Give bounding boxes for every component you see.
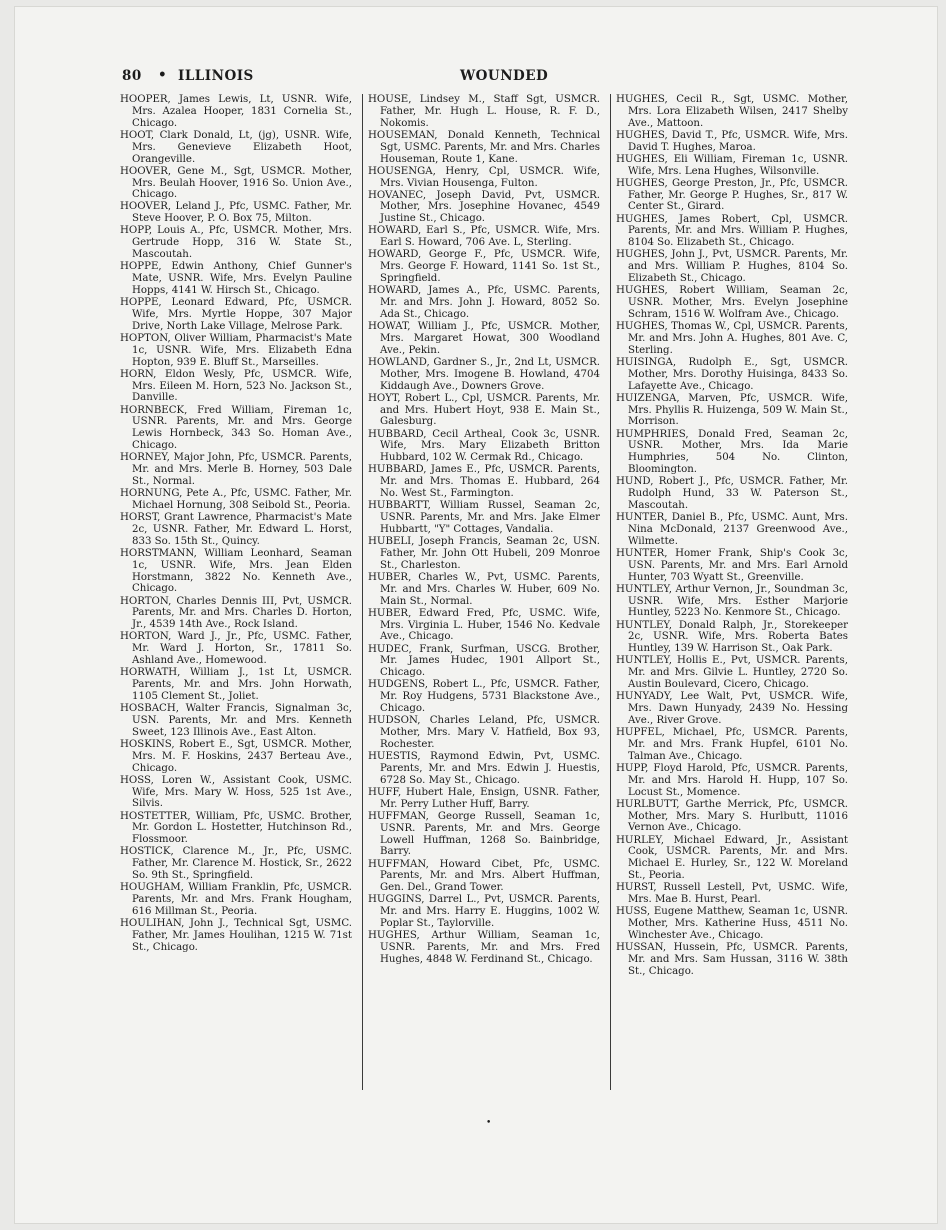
casualty-entry: HOOT, Clark Donald, Lt, (jg), USNR. Wife, Mrs. Genevieve Elizabeth Hoot, Orangeville. [120,129,352,165]
casualty-entry: HORTON, Ward J., Jr., Pfc, USMC. Father, Mr. Ward J. Horton, Sr., 17811 So. Ashland Ave., Homewood. [120,631,352,667]
column-divider [610,94,611,1090]
casualty-entry: HURST, Russell Lestell, Pvt, USMC. Wife, Mrs. Mae B. Hurst, Pearl. [616,882,848,906]
casualty-entry: HUBER, Edward Fred, Pfc, USMC. Wife, Mrs. Virginia L. Huber, 1546 No. Kedvale Ave., Chicago. [368,607,600,643]
casualty-entry: HOPTON, Oliver William, Pharmacist's Mate 1c, USNR. Wife, Mrs. Elizabeth Edna Hopton, 939 E. Bluff St., Marseilles. [120,332,352,368]
casualty-entry: HUGHES, Thomas W., Cpl, USMCR. Parents, Mr. and Mrs. John A. Hughes, 801 Ave. C, Sterling. [616,321,848,356]
casualty-entry: HORTON, Charles Dennis III, Pvt, USMCR. Parents, Mr. and Mrs. Charles D. Horton, Jr., 4539 14th Ave., Rock Island. [120,595,352,631]
casualty-entry: HUGHES, Cecil R., Sgt, USMC. Mother, Mrs. Lora Elizabeth Wilsen, 2417 Shelby Ave., Mattoon. [616,94,848,129]
casualty-entry: HUGHES, Arthur William, Seaman 1c, USNR. Parents, Mr. and Mrs. Fred Hughes, 4848 W. Ferdinand St., Chicago. [368,930,600,965]
casualty-entry: HOSKINS, Robert E., Sgt, USMCR. Mother, Mrs. M. F. Hoskins, 2437 Berteau Ave., Chicago. [120,738,352,774]
casualty-entry: HOWARD, James A., Pfc, USMC. Parents, Mr. and Mrs. John J. Howard, 8052 So. Ada St., Chicago. [368,285,600,320]
casualty-entry: HOOVER, Gene M., Sgt, USMCR. Mother, Mrs. Beulah Hoover, 1916 So. Union Ave., Chicago. [120,165,352,201]
state-name: ILLINOIS [178,68,254,84]
casualty-entry: HUBBARTT, William Russel, Seaman 2c, USNR. Parents, Mr. and Mrs. Jake Elmer Hubbartt, "Y" Cottages, Vandalia. [368,500,600,535]
casualty-entry: HOWARD, George F., Pfc, USMCR. Wife, Mrs. George F. Howard, 1141 So. 1st St., Springfield. [368,249,600,285]
casualty-entry: HOSTICK, Clarence M., Jr., Pfc, USMC. Father, Mr. Clarence M. Hostick, Sr., 2622 So. 9th St., Springfield. [120,846,352,882]
casualty-entry: HUBBARD, Cecil Artheal, Cook 3c, USNR. Wife, Mrs. Mary Elizabeth Britton Hubbard, 102 W. Cermak Rd., Chicago. [368,428,600,464]
casualty-entry: HUSSAN, Hussein, Pfc, USMCR. Parents, Mr. and Mrs. Sam Hussan, 3116 W. 38th St., Chicago. [616,942,848,977]
casualty-entry: HUISINGA, Rudolph E., Sgt, USMCR. Mother, Mrs. Dorothy Huisinga, 8433 So. Lafayette Ave., Chicago. [616,356,848,392]
casualty-entry: HUBER, Charles W., Pvt, USMC. Parents, Mr. and Mrs. Charles W. Huber, 609 No. Main St., Normal. [368,571,600,607]
casualty-entry: HUGHES, John J., Pvt, USMCR. Parents, Mr. and Mrs. William P. Hughes, 8104 So. Elizabeth St., Chicago. [616,249,848,285]
casualty-entry: HORNEY, Major John, Pfc, USMCR. Parents, Mr. and Mrs. Merle B. Horney, 503 Dale St., Normal. [120,452,352,487]
casualty-entry: HORSTMANN, William Leonhard, Seaman 1c, USNR. Wife, Mrs. Jean Elden Horstmann, 3822 No. Kenneth Ave., Chicago. [120,547,352,595]
casualty-entry: HOUSENGA, Henry, Cpl, USMCR. Wife, Mrs. Vivian Housenga, Fulton. [368,165,600,189]
casualty-entry: HUGHES, James Robert, Cpl, USMCR. Parents, Mr. and Mrs. William P. Hughes, 8104 So. Elizabeth St., Chicago. [616,213,848,249]
casualty-entry: HURLEY, Michael Edward, Jr., Assistant Cook, USMCR. Parents, Mr. and Mrs. Michael E. Hurley, Sr., 122 W. Moreland St., Peoria. [616,834,848,882]
casualty-entry: HUESTIS, Raymond Edwin, Pvt, USMC. Parents, Mr. and Mrs. Edwin J. Huestis, 6728 So. May St., Chicago. [368,751,600,786]
casualty-entry: HUGHES, George Preston, Jr., Pfc, USMCR. Father, Mr. George P. Hughes, Sr., 817 W. Center St., Girard. [616,177,848,213]
casualty-entry: HOYT, Robert L., Cpl, USMCR. Parents, Mr. and Mrs. Hubert Hoyt, 938 E. Main St., Galesburg. [368,392,600,428]
casualty-entry: HOUSEMAN, Donald Kenneth, Technical Sgt, USMC. Parents, Mr. and Mrs. Charles Houseman, Route 1, Kane. [368,129,600,165]
casualty-entry: HUFF, Hubert Hale, Ensign, USNR. Father, Mr. Perry Luther Huff, Barry. [368,786,600,810]
casualty-entry: HUGGINS, Darrel L., Pvt, USMCR. Parents, Mr. and Mrs. Harry E. Huggins, 1002 W. Poplar St., Taylorville. [368,894,600,930]
casualty-entry: HUMPHRIES, Donald Fred, Seaman 2c, USNR. Mother, Mrs. Ida Marie Humphries, 504 No. Clinton, Bloomington. [616,428,848,476]
casualty-entry: HUIZENGA, Marven, Pfc, USMCR. Wife, Mrs. Phyllis R. Huizenga, 509 W. Main St., Morrison. [616,392,848,428]
casualty-entry: HUNTLEY, Hollis E., Pvt, USMCR. Parents, Mr. and Mrs. Gilvie L. Huntley, 2720 So. Austin Boulevard, Cicero, Chicago. [616,655,848,691]
casualty-entry: HUDEC, Frank, Surfman, USCG. Brother, Mr. James Hudec, 1901 Allport St., Chicago. [368,643,600,679]
casualty-entry: HOOVER, Leland J., Pfc, USMC. Father, Mr. Steve Hoover, P. O. Box 75, Milton. [120,201,352,225]
casualty-entry: HORNBECK, Fred William, Fireman 1c, USNR. Parents, Mr. and Mrs. George Lewis Hornbeck, 343 So. Homan Ave., Chicago. [120,404,352,452]
casualty-entry: HOOPER, James Lewis, Lt, USNR. Wife, Mrs. Azalea Hooper, 1831 Cornelia St., Chicago. [120,94,352,129]
casualty-entry: HORN, Eldon Wesly, Pfc, USMCR. Wife, Mrs. Eileen M. Horn, 523 No. Jackson St., Danville. [120,368,352,404]
casualty-entry: HUSS, Eugene Matthew, Seaman 1c, USNR. Mother, Mrs. Katherine Huss, 4511 No. Winchester Ave., Chicago. [616,906,848,941]
page-header [122,68,874,90]
casualty-entry: HOPPE, Leonard Edward, Pfc, USMCR. Wife, Mrs. Myrtle Hoppe, 307 Major Drive, North Lake Village, Melrose Park. [120,297,352,332]
footer-mark: • [486,1118,492,1128]
casualty-entry: HUGHES, Eli William, Fireman 1c, USNR. Wife, Mrs. Lena Hughes, Wilsonville. [616,153,848,177]
casualty-entry: HUND, Robert J., Pfc, USMCR. Father, Mr. Rudolph Hund, 33 W. Paterson St., Mascoutah. [616,476,848,511]
casualty-entry: HURLBUTT, Garthe Merrick, Pfc, USMCR. Mother, Mrs. Mary S. Hurlbutt, 11016 Vernon Ave., Chicago. [616,798,848,834]
casualty-entry: HORST, Grant Lawrence, Pharmacist's Mate 2c, USNR. Father, Mr. Edward L. Horst, 833 So. 15th St., Quincy. [120,512,352,547]
casualty-entry: HOUGHAM, William Franklin, Pfc, USMCR. Parents, Mr. and Mrs. Frank Hougham, 616 Millman St., Peoria. [120,882,352,917]
casualty-entry: HOPPE, Edwin Anthony, Chief Gunner's Mate, USNR. Wife, Mrs. Evelyn Pauline Hopps, 4141 W. Hirsch St., Chicago. [120,261,352,296]
casualty-entry: HUPP, Floyd Harold, Pfc, USMCR. Parents, Mr. and Mrs. Harold H. Hupp, 107 So. Locust St., Momence. [616,762,848,798]
document-page [14,6,938,1224]
casualty-entry: HUGHES, Robert William, Seaman 2c, USNR. Mother, Mrs. Evelyn Josephine Schram, 1516 W. Wolfram Ave., Chicago. [616,285,848,320]
column-divider [362,94,363,1090]
casualty-entry: HUNTER, Daniel B., Pfc, USMC. Aunt, Mrs. Nina McDonald, 2137 Greenwood Ave., Wilmette. [616,512,848,547]
casualty-entry: HOWLAND, Gardner S., Jr., 2nd Lt, USMCR. Mother, Mrs. Imogene B. Howland, 4704 Kiddaugh Ave., Downers Grove. [368,356,600,392]
header-bullet: • [158,67,168,83]
casualty-entry: HUPFEL, Michael, Pfc, USMCR. Parents, Mr. and Mrs. Frank Hupfel, 6101 No. Talman Ave., Chicago. [616,727,848,762]
page-number: 80 [122,68,142,84]
casualty-entry: HUNTLEY, Arthur Vernon, Jr., Soundman 3c, USNR. Wife, Mrs. Esther Marjorie Huntley, 5223 No. Kenmore St., Chicago. [616,583,848,619]
casualty-entry: HUNTER, Homer Frank, Ship's Cook 3c, USN. Parents, Mr. and Mrs. Earl Arnold Hunter, 703 Wyatt St., Greenville. [616,547,848,583]
casualty-entry: HUGHES, David T., Pfc, USMCR. Wife, Mrs. David T. Hughes, Maroa. [616,129,848,153]
casualty-entry: HORNUNG, Pete A., Pfc, USMC. Father, Mr. Michael Hornung, 308 Seibold St., Peoria. [120,488,352,511]
casualty-entry: HUDGENS, Robert L., Pfc, USMCR. Father, Mr. Roy Hudgens, 5731 Blackstone Ave., Chicago. [368,679,600,715]
casualty-entry: HUFFMAN, Howard Cibet, Pfc, USMC. Parents, Mr. and Mrs. Albert Huffman, Gen. Del., Grand Tower. [368,858,600,894]
column-2 [368,94,600,966]
casualty-entry: HOUSE, Lindsey M., Staff Sgt, USMCR. Father, Mr. Hugh L. House, R. F. D., Nokomis. [368,94,600,129]
casualty-entry: HOSS, Loren W., Assistant Cook, USMC. Wife, Mrs. Mary W. Hoss, 525 1st Ave., Silvis. [120,774,352,810]
casualty-entry: HUBELI, Joseph Francis, Seaman 2c, USN. Father, Mr. John Ott Hubeli, 209 Monroe St., Charleston. [368,536,600,571]
column-3 [616,94,848,978]
casualty-entry: HUFFMAN, George Russell, Seaman 1c, USNR. Parents, Mr. and Mrs. George Lowell Huffman, 1268 So. Bainbridge, Barry. [368,810,600,858]
casualty-entry: HOPP, Louis A., Pfc, USMCR. Mother, Mrs. Gertrude Hopp, 316 W. State St., Mascoutah. [120,225,352,261]
casualty-entry: HUDSON, Charles Leland, Pfc, USMCR. Mother, Mrs. Mary V. Hatfield, Box 93, Rochester. [368,715,600,750]
casualty-entry: HUBBARD, James E., Pfc, USMCR. Parents, Mr. and Mrs. Thomas E. Hubbard, 264 No. West St., Farmington. [368,464,600,500]
casualty-entry: HOWARD, Earl S., Pfc, USMCR. Wife, Mrs. Earl S. Howard, 706 Ave. L, Sterling. [368,225,600,249]
casualty-entry: HUNYADY, Lee Walt, Pvt, USMCR. Wife, Mrs. Dawn Hunyady, 2439 No. Hessing Ave., River Grove. [616,691,848,726]
column-1 [120,94,352,954]
section-title: WOUNDED [460,68,549,84]
casualty-entry: HOSTETTER, William, Pfc, USMC. Brother, Mr. Gordon L. Hostetter, Hutchinson Rd., Flossmoor. [120,810,352,846]
casualty-entry: HORWATH, William J., 1st Lt, USMCR. Parents, Mr. and Mrs. John Horwath, 1105 Clement St., Joliet. [120,667,352,702]
casualty-entry: HUNTLEY, Donald Ralph, Jr., Storekeeper 2c, USNR. Wife, Mrs. Roberta Bates Huntley, 139 W. Harrison St., Oak Park. [616,619,848,655]
casualty-entry: HOVANEC, Joseph David, Pvt, USMCR. Mother, Mrs. Josephine Hovanec, 4549 Justine St., Chicago. [368,189,600,225]
casualty-entry: HOSBACH, Walter Francis, Signalman 3c, USN. Parents, Mr. and Mrs. Kenneth Sweet, 123 Illinois Ave., East Alton. [120,703,352,738]
casualty-entry: HOULIHAN, John J., Technical Sgt, USMC. Father, Mr. James Houlihan, 1215 W. 71st St., Chicago. [120,918,352,953]
casualty-entry: HOWAT, William J., Pfc, USMCR. Mother, Mrs. Margaret Howat, 300 Woodland Ave., Pekin. [368,321,600,356]
